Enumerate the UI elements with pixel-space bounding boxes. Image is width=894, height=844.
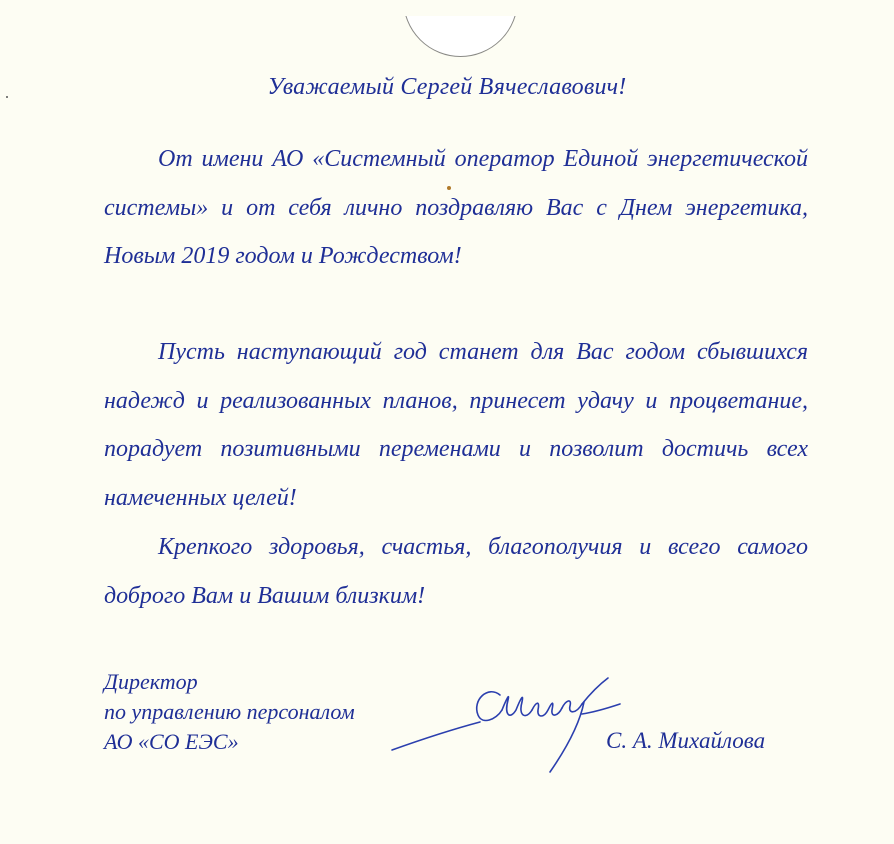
- paragraph-wishes: [104, 328, 808, 522]
- letter-greeting: Уважаемый Сергей Вячеславович!: [267, 74, 627, 100]
- handwritten-signature: [380, 670, 630, 780]
- signatory-position-line-2: по управлению персоналом: [104, 699, 355, 724]
- paper-speck: [447, 186, 451, 190]
- signatory-name: С. А. Михайлова: [606, 728, 766, 753]
- signatory-position-line-1: Директор: [104, 669, 198, 694]
- signatory-organization: АО «СО ЕЭС»: [104, 729, 239, 754]
- paragraph-1-text: От имени АО «Системный оператор Единой энергетической системы» и от себя лично поздравляю Вас с Днем энергетика, Новым 2019 годом и Рождеством!: [104, 146, 808, 269]
- signatory-title-block: [104, 667, 355, 757]
- paragraph-2-text: Пусть наступающий год станет для Вас годом сбывшихся надежд и реализованных планов, принесет удачу и процветание, порадует позитивными переменами и позволит достичь всех намеченных целей!: [104, 339, 808, 511]
- paragraph-health: [104, 523, 808, 620]
- paragraph-congratulation: [104, 135, 808, 281]
- paragraph-3-text: Крепкого здоровья, счастья, благополучия и всего самого доброго Вам и Вашим близким!: [104, 534, 808, 609]
